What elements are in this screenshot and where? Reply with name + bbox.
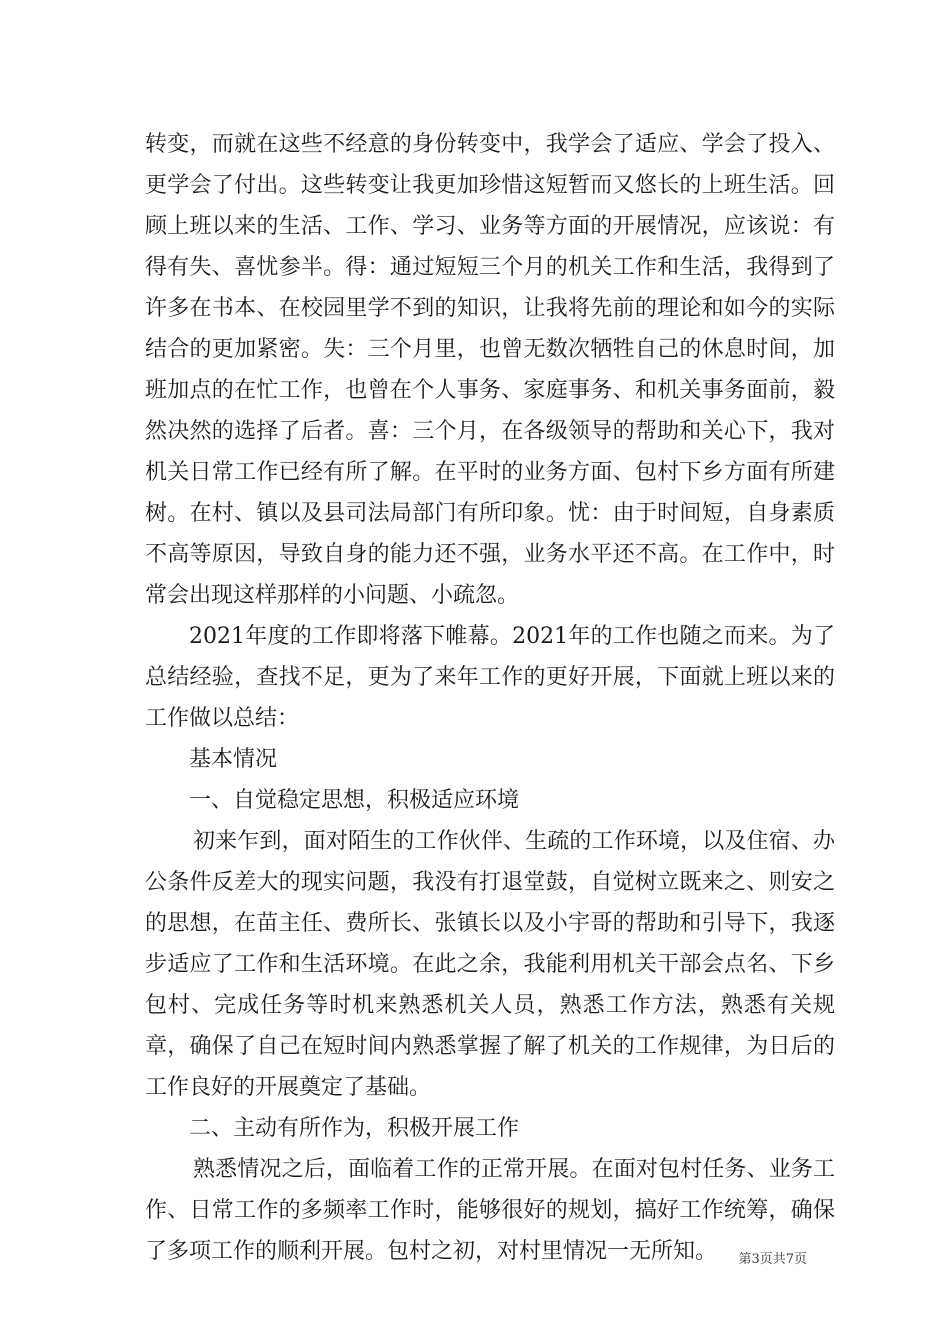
heading-basic-situation: 基本情况	[189, 747, 278, 772]
paragraph-section-one: 初来乍到，面对陌生的工作伙伴、生疏的工作环境，以及住宿、办公条件反差大的现实问题，我没有打退堂鼓，自觉树立既来之、则安之的思想，在苗主任、费所长、张镇长以及小宇哥的帮助和引导下，我逐步适应了工作和生活环境。在此之余，我能利用机关干部会点名、下乡包村、完成任务等时机来熟悉机关人员，熟悉工作方法，熟悉有关规章，确保了自己在短时间内熟悉掌握了解了机关的工作规律，为日后的工作良好的开展奠定了基础。	[145, 829, 835, 1100]
heading-section-one: 一、自觉稳定思想，积极适应环境	[189, 788, 520, 813]
heading-section-two: 二、主动有所作为，积极开展工作	[189, 1116, 520, 1141]
paragraph-continuation: 转变，而就在这些不经意的身份转变中，我学会了适应、学会了投入、更学会了付出。这些转变让我更加珍惜这短暂而又悠长的上班生活。回顾上班以来的生活、工作、学习、业务等方面的开展情况，应该说：有得有失、喜忧参半。得：通过短短三个月的机关工作和生活，我得到了许多在书本、在校园里学不到的知识，让我将先前的理论和如今的实际结合的更加紧密。失：三个月里，也曾无数次牺牲自己的休息时间，加班加点的在忙工作，也曾在个人事务、家庭事务、和机关事务面前，毅然决然的选择了后者。喜：三个月，在各级领导的帮助和关心下，我对机关日常工作已经有所了解。在平时的业务方面、包村下乡方面有所建树。在村、镇以及县司法局部门有所印象。忧：由于时间短，自身素质不高等原因，导致自身的能力还不强，业务水平还不高。在工作中，时常会出现这样那样的小问题、小疏忽。	[145, 132, 835, 608]
paragraph-section-two: 熟悉情况之后，面临着工作的正常开展。在面对包村任务、业务工作、日常工作的多频率工作时，能够很好的规划，搞好工作统筹，确保了多项工作的顺利开展。包村之初，对村里情况一无所知。	[145, 1157, 835, 1264]
page-number-footer: 第3页共7页	[738, 1252, 807, 1267]
paragraph-annual-intro: 2021年度的工作即将落下帷幕。2021年的工作也随之而来。为了总结经验，查找不足，更为了来年工作的更好开展，下面就上班以来的工作做以总结：	[145, 624, 835, 731]
document-body	[145, 124, 835, 1272]
